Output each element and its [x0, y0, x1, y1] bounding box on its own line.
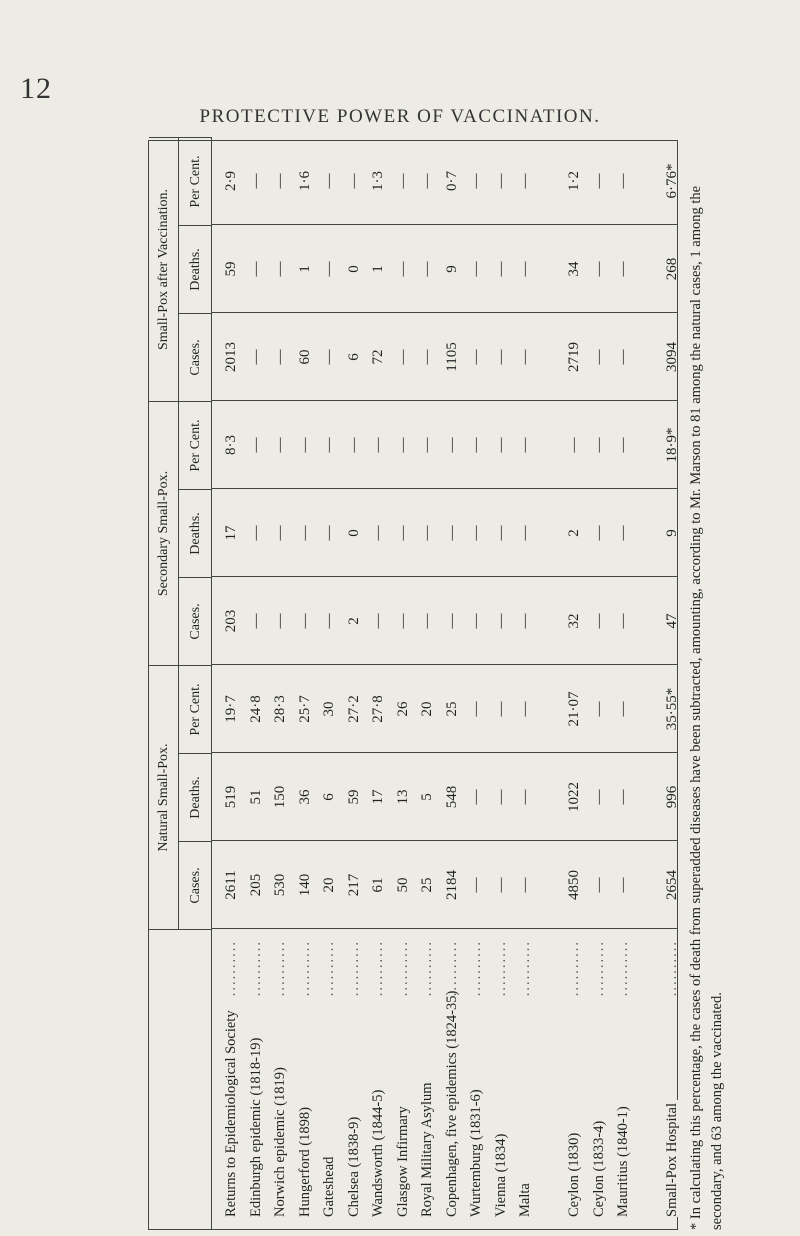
leader-dots: ..........	[517, 940, 533, 997]
cell-vaccinated-per-cent: —	[468, 173, 484, 189]
cell-natural-per-cent: —	[468, 701, 484, 717]
column-header-natural-deaths: Deaths.	[179, 753, 212, 841]
cell-secondary-per-cent: 8·3	[223, 435, 239, 455]
cell-natural-cases: 4850	[566, 870, 582, 900]
cell-secondary-deaths: 9	[664, 529, 680, 537]
leader-dots: ..........	[664, 940, 680, 997]
cell-vaccinated-deaths: —	[517, 261, 533, 277]
cell-secondary-cases: —	[321, 613, 337, 629]
row-label-text: Malta	[517, 1180, 533, 1217]
cell-vaccinated-per-cent: —	[272, 173, 288, 189]
row-label	[491, 932, 512, 1217]
cell-vaccinated-per-cent: —	[492, 173, 509, 189]
row-label	[613, 932, 634, 1217]
cell-vaccinated-cases: 1105	[443, 342, 460, 372]
leader-dots: ..........	[419, 940, 435, 997]
cell-natural-cases: 50	[394, 877, 411, 893]
row-label-text: Wurtemburg (1831-6)	[468, 1086, 484, 1217]
page-header	[0, 0, 800, 150]
cell-vaccinated-deaths: 268	[664, 257, 680, 281]
column-header-vaccinated-cases: Cases.	[179, 313, 212, 401]
cell-natural-deaths: 6	[321, 793, 337, 801]
cell-secondary-deaths: —	[394, 525, 411, 541]
cell-vaccinated-deaths: —	[492, 261, 509, 277]
cell-natural-cases: 205	[247, 873, 264, 897]
cell-natural-deaths: 59	[345, 789, 362, 805]
cell-natural-per-cent: 27·8	[370, 695, 386, 723]
cell-secondary-cases: —	[443, 613, 460, 629]
row-label	[319, 932, 340, 1217]
row-label-text: Wandsworth (1844-5)	[370, 1087, 386, 1217]
cell-natural-cases: 140	[296, 873, 313, 897]
leader-dots: ..........	[566, 940, 582, 997]
cell-secondary-per-cent: —	[296, 437, 313, 453]
cell-secondary-deaths: —	[468, 525, 484, 541]
cell-vaccinated-per-cent: —	[321, 173, 337, 189]
cell-natural-per-cent: —	[615, 701, 631, 717]
cell-secondary-per-cent: —	[590, 437, 607, 453]
cell-natural-cases: 217	[345, 873, 362, 897]
cell-vaccinated-deaths: 1	[296, 265, 313, 273]
row-label-text: Norwich epidemic (1819)	[272, 1064, 288, 1217]
cell-secondary-deaths: —	[590, 525, 607, 541]
vaccination-table	[148, 140, 678, 1230]
cell-secondary-per-cent: —	[247, 437, 264, 453]
cell-secondary-deaths: 2	[566, 529, 582, 537]
column-header-secondary-per-cent: Per Cent.	[179, 401, 212, 489]
cell-secondary-per-cent: —	[468, 437, 484, 453]
cell-natural-deaths: 51	[247, 789, 264, 805]
cell-vaccinated-cases: —	[615, 349, 631, 365]
cell-natural-cases: 25	[419, 877, 435, 893]
cell-vaccinated-deaths: —	[247, 261, 264, 277]
cell-natural-cases: 20	[321, 877, 337, 893]
row-label-text: Ceylon (1830)	[566, 1130, 582, 1217]
row-label	[417, 932, 438, 1217]
group-header-vaccinated: Small-Pox after Vaccination.	[149, 137, 179, 401]
leader-dots: ..........	[223, 940, 239, 997]
cell-secondary-deaths: —	[247, 525, 264, 541]
cell-vaccinated-cases: —	[517, 349, 533, 365]
row-label	[270, 932, 291, 1217]
leader-dots: ..........	[370, 940, 386, 997]
cell-natural-deaths: 150	[272, 785, 288, 809]
row-label	[564, 932, 585, 1217]
leader-dots: ..........	[590, 940, 607, 997]
row-label	[589, 932, 610, 1217]
cell-vaccinated-cases: 2013	[223, 342, 239, 372]
cell-vaccinated-deaths: —	[468, 261, 484, 277]
column-header-natural-cases: Cases.	[179, 841, 212, 929]
row-label-text: Gateshead	[321, 1154, 337, 1217]
row-label-text: Small-Pox Hospital	[664, 1100, 680, 1217]
cell-vaccinated-cases: —	[321, 349, 337, 365]
cell-vaccinated-per-cent: 1·3	[370, 171, 386, 191]
cell-secondary-cases: —	[468, 613, 484, 629]
row-label	[246, 932, 267, 1217]
cell-secondary-per-cent: —	[443, 437, 460, 453]
cell-natural-deaths: 17	[370, 789, 386, 805]
cell-vaccinated-cases: 60	[296, 349, 313, 365]
cell-natural-cases: —	[517, 877, 533, 893]
cell-vaccinated-cases: —	[468, 349, 484, 365]
cell-vaccinated-per-cent: —	[394, 173, 411, 189]
column-header-secondary-cases: Cases.	[179, 577, 212, 665]
cell-secondary-deaths: —	[492, 525, 509, 541]
cell-secondary-cases: —	[517, 613, 533, 629]
row-label-text: Returns to Epidemiological Society	[223, 1007, 239, 1217]
cell-natural-cases: 2611	[223, 870, 239, 900]
leader-dots: ..........	[345, 940, 362, 997]
cell-vaccinated-per-cent: —	[419, 173, 435, 189]
cell-natural-per-cent: —	[590, 701, 607, 717]
row-label-text: Ceylon (1833-4)	[591, 1118, 607, 1217]
cell-natural-per-cent: 30	[321, 701, 337, 717]
cell-natural-cases: 530	[272, 873, 288, 897]
row-label	[221, 932, 242, 1217]
leader-dots: ..........	[615, 940, 631, 997]
cell-secondary-deaths: —	[615, 525, 631, 541]
cell-natural-deaths: —	[492, 789, 509, 805]
cell-secondary-per-cent: —	[492, 437, 509, 453]
group-header-secondary: Secondary Small-Pox.	[149, 401, 179, 665]
column-header-vaccinated-per-cent: Per Cent.	[179, 137, 212, 225]
row-label-text: Mauritius (1840-1)	[615, 1103, 631, 1217]
cell-vaccinated-per-cent: 1·2	[566, 171, 582, 191]
cell-vaccinated-deaths: —	[321, 261, 337, 277]
cell-natural-per-cent: 19·7	[223, 695, 239, 723]
cell-vaccinated-deaths: —	[615, 261, 631, 277]
cell-natural-deaths: 548	[443, 785, 460, 809]
cell-vaccinated-deaths: 59	[223, 261, 239, 277]
running-title: PROTECTIVE POWER OF VACCINATION.	[199, 106, 601, 127]
cell-natural-deaths: —	[517, 789, 533, 805]
cell-secondary-per-cent: —	[615, 437, 631, 453]
cell-natural-deaths: 996	[664, 785, 680, 809]
cell-natural-per-cent: 27·2	[345, 695, 362, 723]
cell-vaccinated-cases: 3094	[664, 342, 680, 372]
cell-natural-deaths: —	[468, 789, 484, 805]
row-label	[393, 932, 414, 1217]
cell-secondary-per-cent: —	[272, 437, 288, 453]
cell-vaccinated-cases: —	[492, 349, 509, 365]
leader-dots: ..........	[296, 940, 313, 997]
cell-secondary-per-cent: —	[321, 437, 337, 453]
row-label-text: Royal Military Asylum	[419, 1079, 435, 1217]
cell-vaccinated-per-cent: 6·76*	[664, 163, 680, 199]
cell-natural-deaths: 5	[419, 793, 435, 801]
cell-natural-per-cent: 28·3	[272, 695, 288, 723]
cell-natural-deaths: —	[590, 789, 607, 805]
footnote: * In calculating this percentage, the cases of death from superadded diseases have been subtracted, amounting, according to Mr. Marson to 81 among the natural cases, 1 among the secondary, and 63 among the vaccinated.	[688, 185, 725, 1230]
cell-secondary-cases: —	[272, 613, 288, 629]
cell-secondary-per-cent: —	[394, 437, 411, 453]
cell-secondary-deaths: —	[272, 525, 288, 541]
leader-dots: ..........	[443, 940, 460, 997]
cell-vaccinated-deaths: —	[590, 261, 607, 277]
cell-natural-per-cent: 25·7	[296, 695, 313, 723]
cell-secondary-deaths: —	[443, 525, 460, 541]
row-label-text: Copenhagen, five epidemics (1824-35)	[444, 988, 460, 1217]
cell-natural-per-cent: 35·55*	[664, 687, 680, 731]
cell-secondary-cases: —	[492, 613, 509, 629]
cell-vaccinated-per-cent: —	[615, 173, 631, 189]
cell-natural-per-cent: 25	[443, 701, 460, 717]
row-label-text: Glasgow Infirmary	[395, 1103, 411, 1217]
cell-secondary-deaths: —	[370, 525, 386, 541]
cell-secondary-cases: —	[419, 613, 435, 629]
row-label-text: Chelsea (1838-9)	[346, 1114, 362, 1217]
cell-secondary-per-cent: —	[370, 437, 386, 453]
cell-natural-cases: 2184	[443, 870, 460, 900]
cell-vaccinated-deaths: 1	[370, 265, 386, 273]
cell-secondary-cases: 47	[664, 613, 680, 629]
row-label	[295, 932, 316, 1217]
row-label	[442, 932, 463, 1217]
cell-natural-per-cent: 21·07	[566, 691, 582, 727]
row-label-text: Vienna (1834)	[493, 1131, 509, 1217]
leader-dots: ..........	[321, 940, 337, 997]
group-header-natural: Natural Small-Pox.	[149, 665, 179, 929]
rotated-table-region	[148, 140, 800, 1230]
cell-natural-per-cent: —	[517, 701, 533, 717]
cell-natural-cases: 2654	[664, 870, 680, 900]
cell-natural-cases: —	[468, 877, 484, 893]
cell-vaccinated-cases: 2719	[566, 342, 582, 372]
row-label	[368, 932, 389, 1217]
cell-secondary-deaths: —	[419, 525, 435, 541]
cell-vaccinated-deaths: 9	[443, 265, 460, 273]
cell-secondary-per-cent: —	[566, 437, 582, 453]
cell-natural-per-cent: 20	[419, 701, 435, 717]
cell-vaccinated-deaths: —	[394, 261, 411, 277]
cell-secondary-deaths: —	[321, 525, 337, 541]
cell-natural-deaths: 519	[223, 785, 239, 809]
cell-vaccinated-per-cent: —	[517, 173, 533, 189]
cell-vaccinated-per-cent: —	[590, 173, 607, 189]
cell-vaccinated-deaths: —	[272, 261, 288, 277]
cell-vaccinated-cases: —	[590, 349, 607, 365]
cell-natural-cases: —	[615, 877, 631, 893]
cell-secondary-cases: 2	[345, 617, 362, 625]
row-label-text: Edinburgh epidemic (1818-19)	[248, 1035, 264, 1217]
cell-secondary-cases: —	[590, 613, 607, 629]
cell-secondary-cases: —	[615, 613, 631, 629]
cell-natural-per-cent: 26	[394, 701, 411, 717]
cell-vaccinated-deaths: 0	[345, 265, 362, 273]
cell-secondary-cases: 203	[223, 609, 239, 633]
cell-vaccinated-cases: —	[247, 349, 264, 365]
cell-vaccinated-deaths: —	[419, 261, 435, 277]
cell-natural-deaths: —	[615, 789, 631, 805]
cell-secondary-deaths: 0	[345, 529, 362, 537]
cell-vaccinated-cases: 6	[345, 353, 362, 361]
cell-vaccinated-deaths: 34	[566, 261, 582, 277]
cell-vaccinated-cases: —	[419, 349, 435, 365]
column-header-natural-per-cent: Per Cent.	[179, 665, 212, 753]
cell-secondary-deaths: —	[517, 525, 533, 541]
cell-secondary-per-cent: —	[345, 437, 362, 453]
cell-secondary-cases: 32	[566, 613, 582, 629]
cell-secondary-per-cent: —	[517, 437, 533, 453]
cell-secondary-cases: —	[394, 613, 411, 629]
cell-natural-deaths: 1022	[566, 782, 582, 812]
cell-natural-deaths: 13	[394, 789, 411, 805]
cell-vaccinated-cases: —	[272, 349, 288, 365]
cell-natural-per-cent: 24·8	[247, 695, 264, 723]
cell-vaccinated-per-cent: 0·7	[443, 171, 460, 191]
column-header-vaccinated-deaths: Deaths.	[179, 225, 212, 313]
cell-natural-per-cent: —	[492, 701, 509, 717]
cell-secondary-cases: —	[370, 613, 386, 629]
table-stub-header	[149, 929, 212, 1229]
leader-dots: ..........	[394, 940, 411, 997]
cell-secondary-per-cent: 18·9*	[664, 427, 680, 463]
cell-natural-cases: —	[492, 877, 509, 893]
cell-natural-deaths: 36	[296, 789, 313, 805]
row-label-text: Hungerford (1898)	[297, 1104, 313, 1217]
cell-secondary-deaths: —	[296, 525, 313, 541]
leader-dots: ..........	[468, 940, 484, 997]
leader-dots: ..........	[247, 940, 264, 997]
row-label	[466, 932, 487, 1217]
cell-vaccinated-per-cent: 1·6	[296, 171, 313, 191]
leader-dots: ..........	[492, 940, 509, 997]
cell-vaccinated-per-cent: —	[345, 173, 362, 189]
cell-vaccinated-per-cent: —	[247, 173, 264, 189]
row-label	[515, 932, 536, 1217]
cell-vaccinated-cases: —	[394, 349, 411, 365]
cell-secondary-cases: —	[296, 613, 313, 629]
cell-vaccinated-cases: 72	[370, 349, 386, 365]
row-label	[344, 932, 365, 1217]
page-number: 12	[20, 72, 52, 105]
cell-natural-cases: —	[590, 877, 607, 893]
column-header-secondary-deaths: Deaths.	[179, 489, 212, 577]
cell-secondary-cases: —	[247, 613, 264, 629]
cell-natural-cases: 61	[370, 877, 386, 893]
cell-secondary-deaths: 17	[223, 525, 239, 541]
cell-secondary-per-cent: —	[419, 437, 435, 453]
row-label	[662, 932, 683, 1217]
leader-dots: ..........	[272, 940, 288, 997]
cell-vaccinated-per-cent: 2·9	[223, 171, 239, 191]
